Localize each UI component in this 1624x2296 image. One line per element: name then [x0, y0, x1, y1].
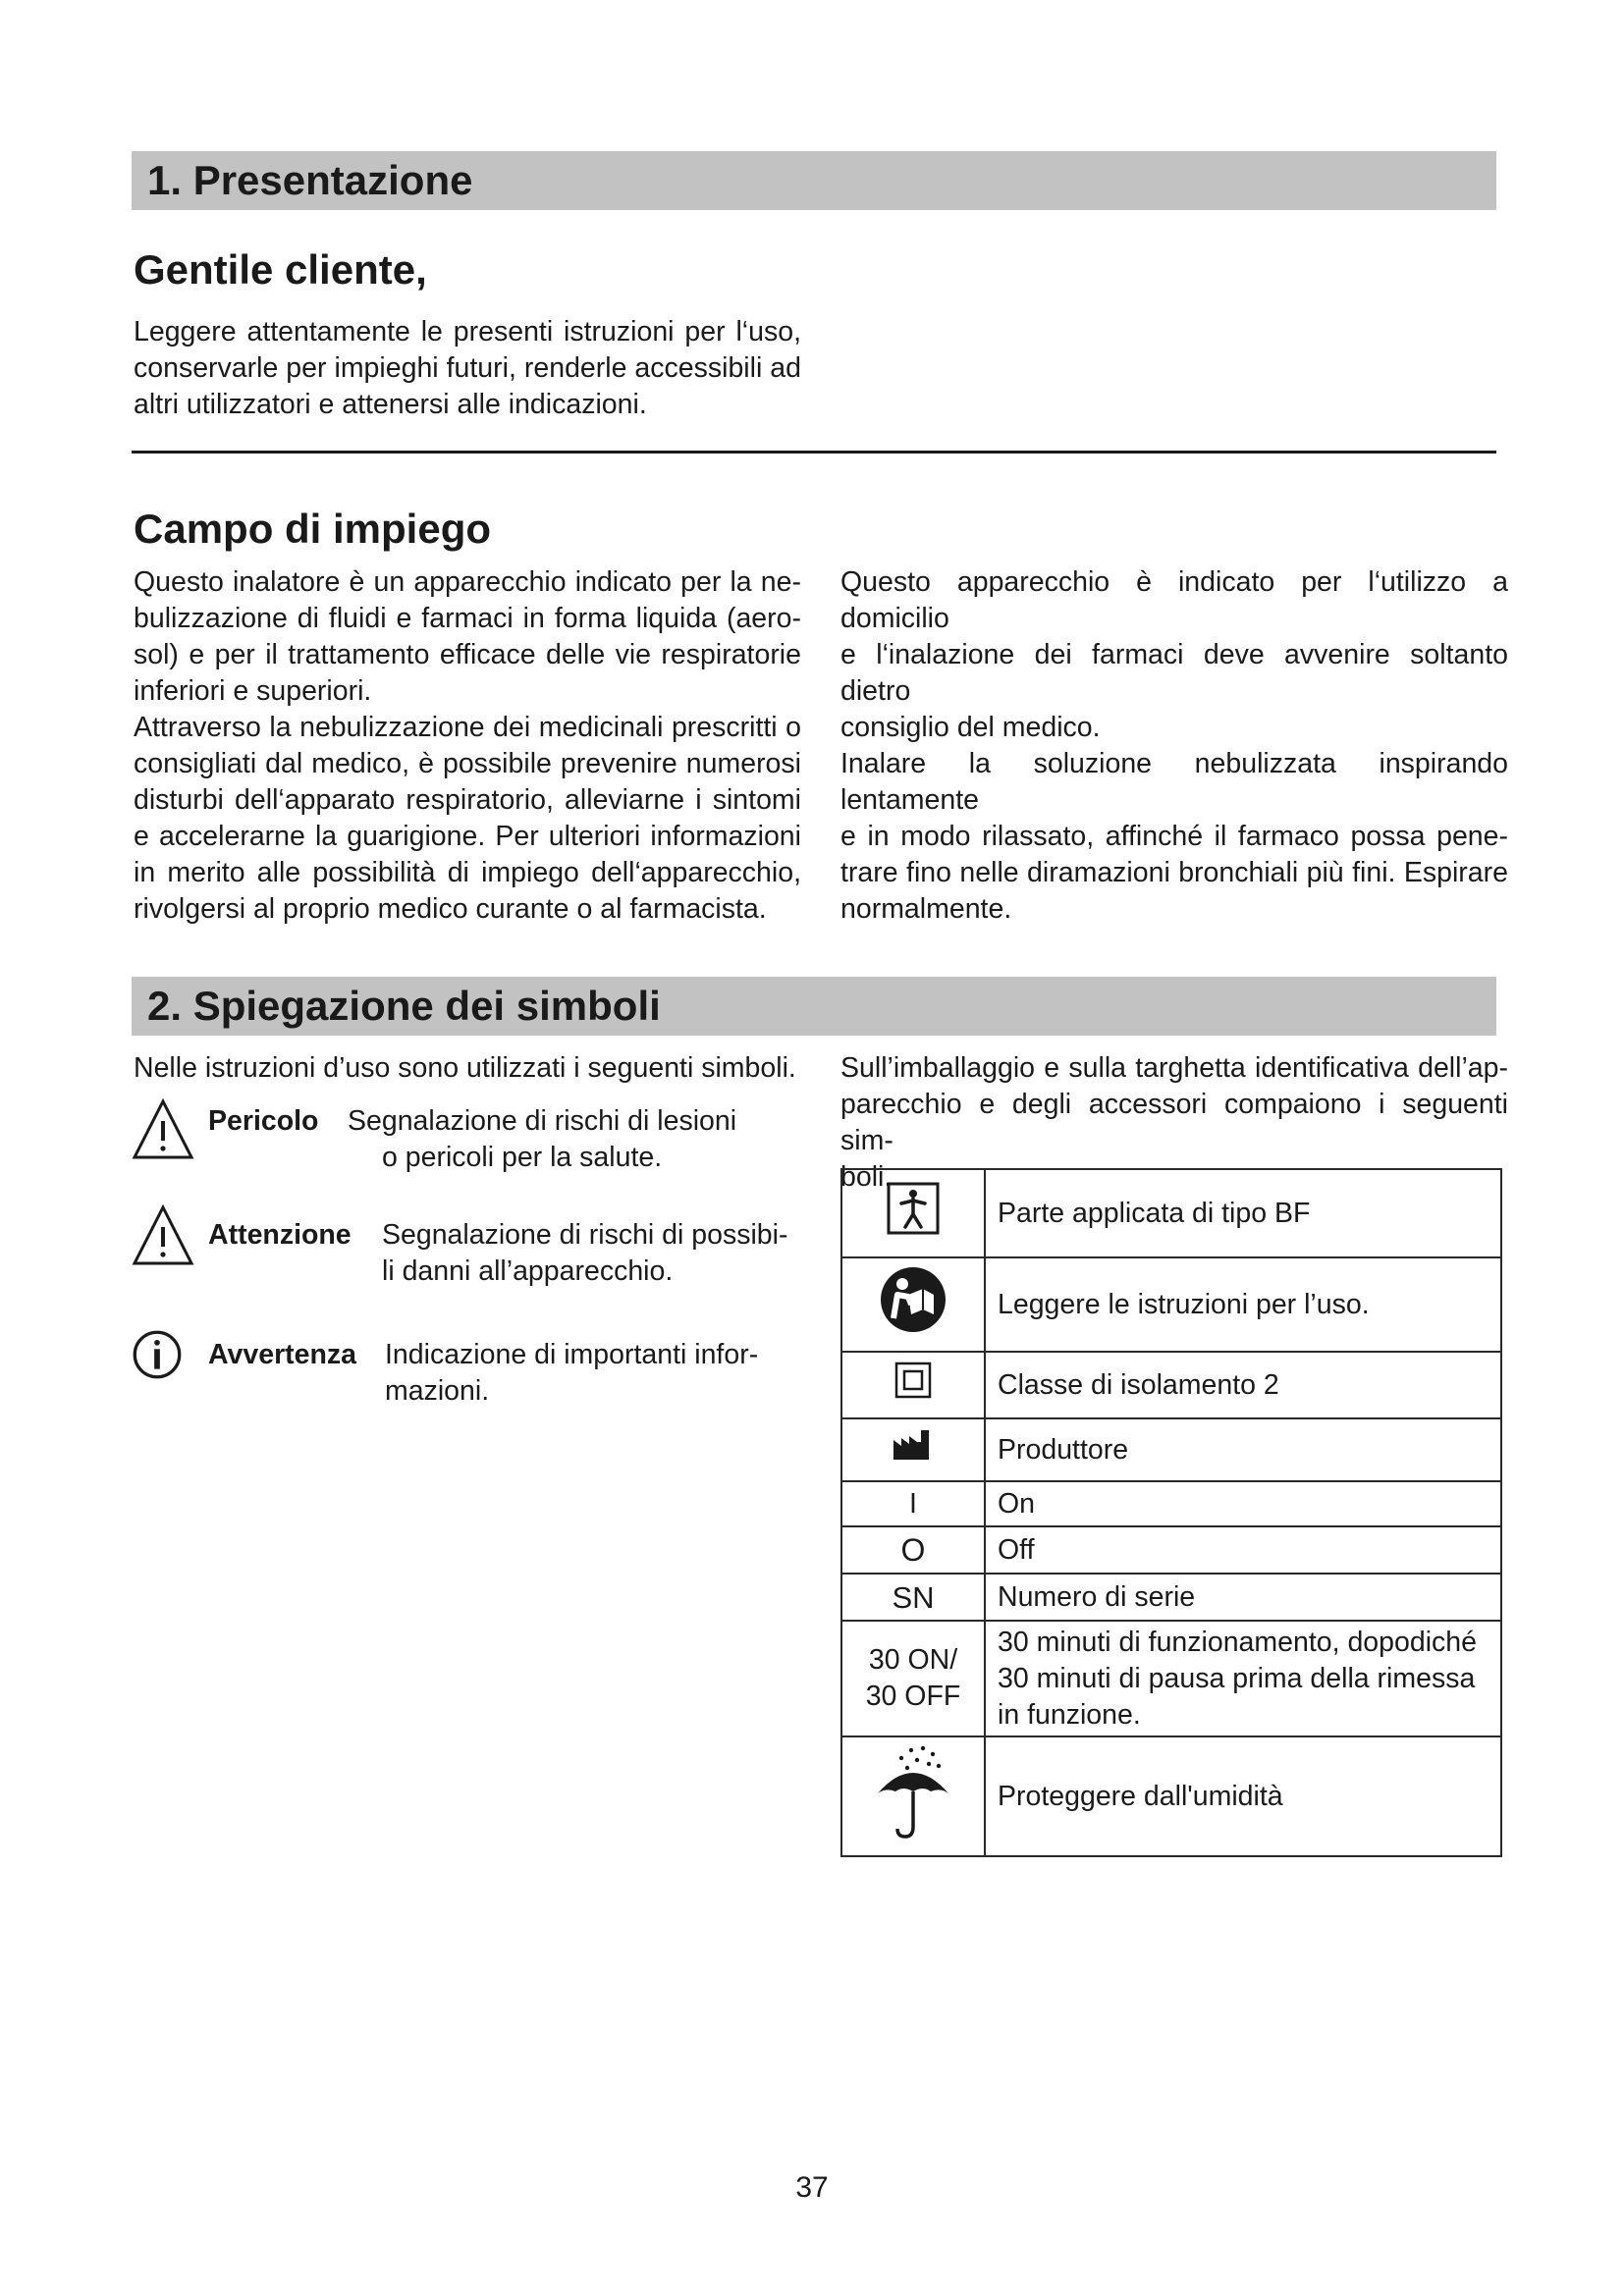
symbol-desc: mazioni. [385, 1375, 490, 1407]
symbol-avvertenza [132, 1329, 819, 1427]
table-text-cell: Classe di isolamento 2 [985, 1352, 1501, 1418]
text-line: consigliati dal medico, è possibile prevenire numerosi [134, 748, 801, 779]
symbol-desc: o pericoli per la salute. [382, 1142, 663, 1173]
text-line: altri utilizzatori e attenersi alle indicazioni. [134, 389, 647, 420]
table-text-cell: Proteggere dall'umidità [985, 1736, 1501, 1856]
section-divider [132, 451, 1496, 454]
warning-triangle-icon [132, 1097, 194, 1160]
symbols-table [840, 1168, 1502, 1857]
text-line: consiglio del medico. [840, 712, 1101, 743]
table-text-cell: Produttore [985, 1418, 1501, 1481]
table-text-cell: Numero di serie [985, 1574, 1501, 1621]
table-row [841, 1621, 1501, 1736]
text-line: sol) e per il trattamento efficace delle vie respiratorie [134, 639, 801, 670]
table-text-cell [985, 1621, 1501, 1736]
table-row [841, 1481, 1501, 1526]
text-line: e l‘inalazione dei farmaci deve avvenire soltanto dietro [840, 639, 1508, 707]
table-text-cell: On [985, 1481, 1501, 1526]
table-icon-cell [841, 1736, 985, 1856]
section-heading-presentazione: 1. Presentazione [132, 151, 1496, 210]
symbol-label: Avvertenza [208, 1339, 357, 1370]
text-line: Questo apparecchio è indicato per l‘utilizzo a domicilio [840, 566, 1508, 634]
symbol-line: 30 ON/ [868, 1644, 958, 1676]
symbol-line: 30 OFF [865, 1681, 961, 1712]
symbol-desc: Indicazione di importanti infor- [385, 1339, 759, 1370]
symbols-intro-left: Nelle istruzioni d’uso sono utilizzati i seguenti simboli. [134, 1052, 796, 1084]
symbol-label: Attenzione [208, 1219, 352, 1251]
text-line: inferiori e superiori. [134, 675, 372, 707]
text-line: Inalare la soluzione nebulizzata inspirando lentamente [840, 748, 1508, 816]
table-icon-cell [841, 1352, 985, 1418]
text-line: disturbi dell‘apparato respiratorio, alleviarne i sintomi [134, 784, 801, 816]
table-row [841, 1526, 1501, 1574]
page-number: 37 [795, 2171, 829, 2204]
table-row [841, 1418, 1501, 1481]
text-line: e accelerarne la guarigione. Per ulteriori informazioni [134, 821, 801, 852]
text-line: e in modo rilassato, affinché il farmaco possa pene- [840, 821, 1508, 852]
text-line: trare fino nelle diramazioni bronchiali più fini. Espirare [840, 857, 1508, 888]
warning-triangle-icon [132, 1203, 194, 1266]
text-line: normalmente. [840, 893, 1012, 925]
symbol-label: Pericolo [208, 1105, 319, 1137]
table-symbol-cell: SN [841, 1574, 985, 1621]
text-line: conservarle per impieghi futuri, renderle accessibili ad [134, 352, 801, 384]
table-row [841, 1352, 1501, 1418]
keep-dry-umbrella-icon [872, 1742, 954, 1841]
text-line: in funzione. [998, 1698, 1141, 1731]
greeting-heading: Gentile cliente, [134, 246, 427, 293]
table-symbol-cell [841, 1621, 985, 1736]
text-line: 30 minuti di funzionamento, dopodiché [998, 1626, 1477, 1658]
table-icon-cell [841, 1418, 985, 1481]
section-heading-simboli: 2. Spiegazione dei simboli [132, 977, 1496, 1036]
text-line: Leggere attentamente le presenti istruzioni per l‘uso, [134, 316, 801, 347]
table-icon-cell [841, 1257, 985, 1352]
read-instructions-icon [879, 1265, 947, 1334]
text-line: Questo inalatore è un apparecchio indicato per la ne- [134, 566, 801, 598]
info-circle-icon [132, 1329, 183, 1380]
class-2-insulation-icon [894, 1362, 932, 1399]
text-line: Sull’imballaggio e sulla targhetta identificativa dell’ap- [840, 1052, 1508, 1084]
intro-paragraph [134, 314, 801, 423]
type-bf-applied-part-icon [885, 1180, 942, 1237]
symbol-attenzione [132, 1203, 819, 1311]
table-symbol-cell: O [841, 1526, 985, 1574]
symbol-desc: Segnalazione di rischi di lesioni [348, 1105, 737, 1137]
table-row [841, 1736, 1501, 1856]
symbol-desc: li danni all’apparecchio. [382, 1255, 674, 1287]
table-text-cell: Off [985, 1526, 1501, 1574]
text-line: Attraverso la nebulizzazione dei medicinali prescritti o [134, 712, 801, 743]
table-row [841, 1257, 1501, 1352]
symbol-pericolo [132, 1097, 819, 1205]
table-text-cell: Leggere le istruzioni per l’uso. [985, 1257, 1501, 1352]
text-line: boli. [840, 1161, 893, 1193]
text-line: in merito alle possibilità di impiego dell‘apparecchio, [134, 857, 801, 888]
table-symbol-cell: I [841, 1481, 985, 1526]
table-text-cell: Parte applicata di tipo BF [985, 1169, 1501, 1257]
campo-right-paragraph [840, 564, 1508, 928]
campo-left-paragraph [134, 564, 801, 928]
symbol-desc: Segnalazione di rischi di possibi- [382, 1219, 788, 1251]
text-line: bulizzazione di fluidi e farmaci in forma liquida (aero- [134, 603, 801, 634]
campo-heading: Campo di impiego [134, 506, 492, 552]
text-line: rivolgersi al proprio medico curante o al farmacista. [134, 893, 767, 925]
text-line: parecchio e degli accessori compaiono i seguenti sim- [840, 1089, 1508, 1156]
table-row [841, 1169, 1501, 1257]
manufacturer-icon [892, 1428, 935, 1462]
table-row [841, 1574, 1501, 1621]
table-icon-cell [841, 1169, 985, 1257]
text-line: 30 minuti di pausa prima della rimessa [998, 1662, 1476, 1694]
